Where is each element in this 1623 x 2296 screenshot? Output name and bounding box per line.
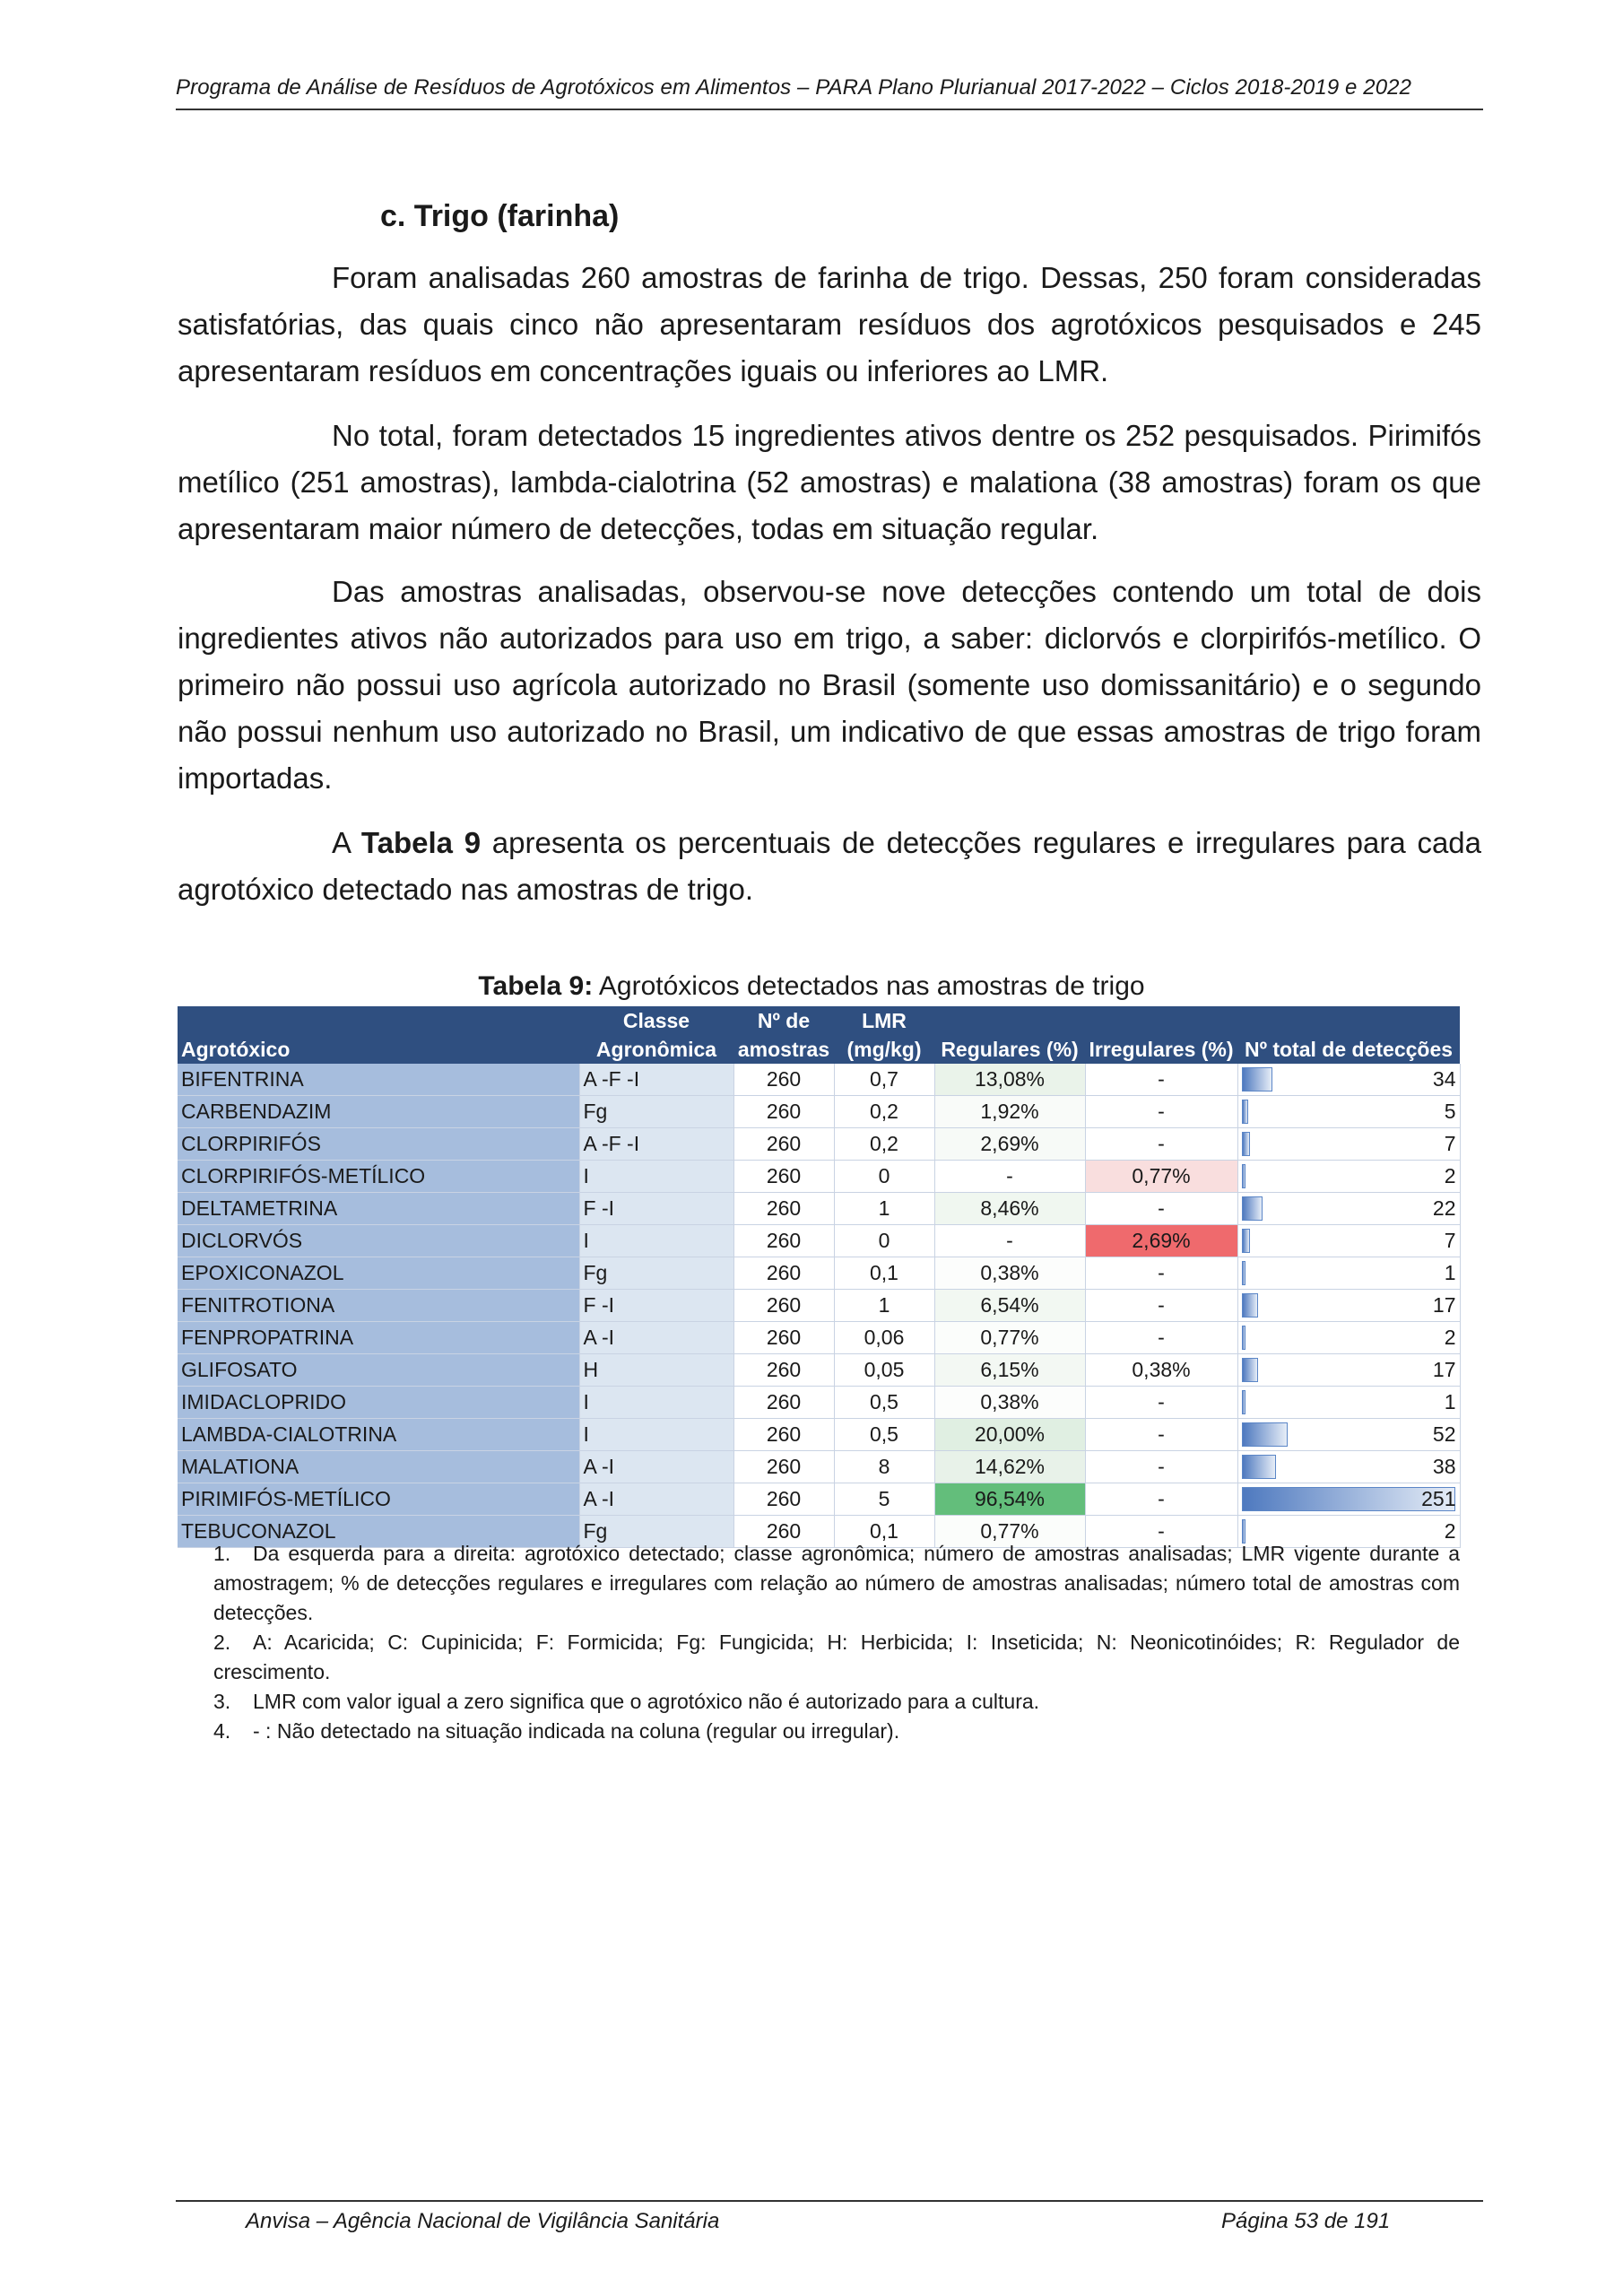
cell-regulares: 0,77%: [934, 1516, 1085, 1548]
table-caption-text: Agrotóxicos detectados nas amostras de trigo: [593, 971, 1145, 1001]
section-title: c. Trigo (farinha): [380, 199, 620, 233]
note-text: Da esquerda para a direita: agrotóxico detectado; classe agronômica; número de amostras analisadas; LMR vigente durante a amostragem; % de detecções regulares e irregulares com relação ao número de amostras analisadas; número total de amostras com detecções.: [213, 1542, 1460, 1624]
detection-data-bar: [1242, 1326, 1245, 1350]
paragraph-2-text: No total, foram detectados 15 ingredientes ativos dentre os 252 pesquisados. Pirimifós metílico (251 amostras), lambda-cialotrina (52 amostras) e malationa (38 amostras) foram os que apresentaram maior número de detecções, todas em situação regular.: [178, 419, 1481, 545]
note-number: 3.: [213, 1690, 231, 1713]
cell-lmr: 0,2: [834, 1096, 934, 1128]
note-text: LMR com valor igual a zero significa que o agrotóxico não é autorizado para a cultura.: [253, 1690, 1040, 1713]
cell-classe: F -I: [579, 1193, 733, 1225]
cell-amostras: 260: [733, 1516, 834, 1548]
cell-agrotoxico: IMIDACLOPRIDO: [178, 1387, 579, 1419]
detection-data-bar: [1242, 1422, 1288, 1447]
cell-agrotoxico: DICLORVÓS: [178, 1225, 579, 1257]
header-total: Nº total de detecções: [1237, 1006, 1460, 1064]
cell-agrotoxico: LAMBDA-CIALOTRINA: [178, 1419, 579, 1451]
cell-amostras: 260: [733, 1161, 834, 1193]
cell-agrotoxico: TEBUCONAZOL: [178, 1516, 579, 1548]
cell-classe: A -I: [579, 1322, 733, 1354]
table-row: [178, 1387, 1460, 1419]
cell-lmr: 0,5: [834, 1419, 934, 1451]
cell-classe: I: [579, 1161, 733, 1193]
cell-total: [1237, 1257, 1460, 1290]
cell-regulares: 6,15%: [934, 1354, 1085, 1387]
cell-amostras: 260: [733, 1419, 834, 1451]
cell-irregulares: -: [1085, 1096, 1237, 1128]
cell-irregulares: -: [1085, 1128, 1237, 1161]
note-number: 2.: [213, 1631, 231, 1654]
cell-classe: I: [579, 1387, 733, 1419]
note-number: 4.: [213, 1719, 231, 1743]
cell-lmr: 1: [834, 1290, 934, 1322]
cell-lmr: 1: [834, 1193, 934, 1225]
cell-amostras: 260: [733, 1451, 834, 1483]
cell-regulares: 96,54%: [934, 1483, 1085, 1516]
cell-amostras: 260: [733, 1096, 834, 1128]
cell-classe: Fg: [579, 1096, 733, 1128]
total-value: 7: [1444, 1229, 1456, 1252]
cell-regulares: -: [934, 1225, 1085, 1257]
total-value: 1: [1444, 1390, 1456, 1413]
cell-amostras: 260: [733, 1064, 834, 1096]
cell-total: [1237, 1161, 1460, 1193]
detection-data-bar: [1242, 1196, 1263, 1221]
page-header: Programa de Análise de Resíduos de Agrotóxicos em Alimentos – PARA Plano Plurianual 2017-2022 – Ciclos 2018-2019 e 2022: [176, 75, 1412, 100]
table-header-row: [178, 1006, 1460, 1064]
detection-data-bar: [1242, 1229, 1250, 1253]
table-row: [178, 1290, 1460, 1322]
cell-agrotoxico: CLORPIRIFÓS-METÍLICO: [178, 1161, 579, 1193]
total-value: 1: [1444, 1261, 1456, 1284]
paragraph-3-text: Das amostras analisadas, observou-se nove detecções contendo um total de dois ingredientes ativos não autorizados para uso em trigo, a saber: diclorvós e clorpirifós-metílico. O primeiro não possui uso agrícola autorizado no Brasil (somente uso domissanitário) e o segundo não possui nenhum uso autorizado no Brasil, um indicativo de que essas amostras de trigo foram importadas.: [178, 575, 1481, 795]
cell-classe: F -I: [579, 1290, 733, 1322]
cell-total: [1237, 1419, 1460, 1451]
cell-lmr: 0,7: [834, 1064, 934, 1096]
detection-data-bar: [1242, 1358, 1258, 1382]
table-body: [178, 1064, 1460, 1548]
cell-classe: A -I: [579, 1451, 733, 1483]
header-amostras: Nº de amostras: [733, 1006, 834, 1064]
cell-irregulares: -: [1085, 1257, 1237, 1290]
total-value: 22: [1432, 1196, 1456, 1220]
cell-classe: H: [579, 1354, 733, 1387]
total-value: 2: [1444, 1164, 1456, 1187]
cell-regulares: 8,46%: [934, 1193, 1085, 1225]
cell-classe: I: [579, 1419, 733, 1451]
cell-agrotoxico: PIRIMIFÓS-METÍLICO: [178, 1483, 579, 1516]
cell-total: [1237, 1096, 1460, 1128]
table-caption: [0, 971, 1623, 1002]
total-value: 52: [1432, 1422, 1456, 1446]
total-value: 2: [1444, 1519, 1456, 1543]
cell-regulares: 13,08%: [934, 1064, 1085, 1096]
detection-data-bar: [1242, 1164, 1245, 1188]
cell-agrotoxico: GLIFOSATO: [178, 1354, 579, 1387]
paragraph-1-text: Foram analisadas 260 amostras de farinha de trigo. Dessas, 250 foram consideradas satisfatórias, das quais cinco não apresentaram resíduos dos agrotóxicos pesquisados e 245 apresentaram resíduos em concentrações iguais ou inferiores ao LMR.: [178, 261, 1481, 387]
cell-irregulares: -: [1085, 1516, 1237, 1548]
table-row: [178, 1064, 1460, 1096]
total-value: 2: [1444, 1326, 1456, 1349]
cell-classe: A -I: [579, 1483, 733, 1516]
cell-regulares: 1,92%: [934, 1096, 1085, 1128]
note-number: 1.: [213, 1542, 231, 1565]
cell-regulares: 6,54%: [934, 1290, 1085, 1322]
cell-agrotoxico: EPOXICONAZOL: [178, 1257, 579, 1290]
cell-classe: I: [579, 1225, 733, 1257]
table-row: [178, 1419, 1460, 1451]
cell-irregulares: -: [1085, 1451, 1237, 1483]
total-value: 34: [1432, 1067, 1456, 1091]
detection-data-bar: [1242, 1390, 1245, 1414]
table-row: [178, 1128, 1460, 1161]
cell-total: [1237, 1451, 1460, 1483]
note-item: [213, 1628, 1460, 1687]
table-notes: [213, 1539, 1460, 1746]
total-value: 251: [1421, 1487, 1456, 1510]
cell-amostras: 260: [733, 1387, 834, 1419]
table-row: [178, 1483, 1460, 1516]
paragraph-4: [178, 820, 1481, 913]
table-caption-label: Tabela 9:: [478, 971, 594, 1001]
cell-regulares: 20,00%: [934, 1419, 1085, 1451]
cell-irregulares: -: [1085, 1193, 1237, 1225]
cell-agrotoxico: CARBENDAZIM: [178, 1096, 579, 1128]
cell-irregulares: -: [1085, 1419, 1237, 1451]
cell-total: [1237, 1354, 1460, 1387]
cell-amostras: 260: [733, 1128, 834, 1161]
cell-classe: A -F -I: [579, 1064, 733, 1096]
table-row: [178, 1193, 1460, 1225]
pesticide-table: [178, 1006, 1461, 1548]
header-agrotoxico: Agrotóxico: [178, 1006, 579, 1064]
cell-classe: Fg: [579, 1516, 733, 1548]
cell-irregulares: -: [1085, 1322, 1237, 1354]
note-text: - : Não detectado na situação indicada na coluna (regular ou irregular).: [253, 1719, 900, 1743]
cell-lmr: 0: [834, 1161, 934, 1193]
note-item: [213, 1539, 1460, 1628]
cell-total: [1237, 1483, 1460, 1516]
cell-irregulares: 2,69%: [1085, 1225, 1237, 1257]
cell-regulares: -: [934, 1161, 1085, 1193]
cell-total: [1237, 1290, 1460, 1322]
cell-regulares: 0,38%: [934, 1257, 1085, 1290]
cell-amostras: 260: [733, 1290, 834, 1322]
cell-total: [1237, 1322, 1460, 1354]
header-divider: [176, 109, 1483, 110]
cell-lmr: 5: [834, 1483, 934, 1516]
cell-total: [1237, 1128, 1460, 1161]
detection-data-bar: [1242, 1293, 1258, 1318]
cell-irregulares: -: [1085, 1483, 1237, 1516]
table-row: [178, 1322, 1460, 1354]
cell-irregulares: 0,77%: [1085, 1161, 1237, 1193]
cell-amostras: 260: [733, 1257, 834, 1290]
header-regulares: Regulares (%): [934, 1006, 1085, 1064]
cell-lmr: 0,05: [834, 1354, 934, 1387]
cell-lmr: 0,5: [834, 1387, 934, 1419]
cell-regulares: 14,62%: [934, 1451, 1085, 1483]
cell-lmr: 0,06: [834, 1322, 934, 1354]
cell-agrotoxico: DELTAMETRINA: [178, 1193, 579, 1225]
cell-total: [1237, 1387, 1460, 1419]
table-reference: Tabela 9: [360, 826, 482, 859]
cell-total: [1237, 1225, 1460, 1257]
total-value: 38: [1432, 1455, 1456, 1478]
note-item: [213, 1717, 1460, 1746]
cell-agrotoxico: BIFENTRINA: [178, 1064, 579, 1096]
table-row: [178, 1161, 1460, 1193]
cell-agrotoxico: FENPROPATRINA: [178, 1322, 579, 1354]
cell-classe: A -F -I: [579, 1128, 733, 1161]
total-value: 5: [1444, 1100, 1456, 1123]
cell-amostras: 260: [733, 1322, 834, 1354]
cell-amostras: 260: [733, 1193, 834, 1225]
cell-irregulares: -: [1085, 1064, 1237, 1096]
cell-total: [1237, 1193, 1460, 1225]
cell-regulares: 2,69%: [934, 1128, 1085, 1161]
cell-lmr: 8: [834, 1451, 934, 1483]
cell-amostras: 260: [733, 1483, 834, 1516]
cell-regulares: 0,77%: [934, 1322, 1085, 1354]
paragraph-2: [178, 413, 1481, 552]
detection-data-bar: [1242, 1100, 1248, 1124]
table-row: [178, 1096, 1460, 1128]
paragraph-3: [178, 569, 1481, 802]
total-value: 17: [1432, 1358, 1456, 1381]
paragraph-4-post: apresenta os percentuais de detecções regulares e irregulares para cada agrotóxico detectado nas amostras de trigo.: [178, 826, 1481, 906]
header-irregulares: Irregulares (%): [1085, 1006, 1237, 1064]
detection-data-bar: [1242, 1132, 1250, 1156]
note-text: A: Acaricida; C: Cupinicida; F: Formicida; Fg: Fungicida; H: Herbicida; I: Inseticida; N: Neonicotinóides; R: Regulador de crescimento.: [213, 1631, 1460, 1683]
cell-agrotoxico: CLORPIRIFÓS: [178, 1128, 579, 1161]
detection-data-bar: [1242, 1455, 1276, 1479]
note-item: [213, 1687, 1460, 1717]
paragraph-1: [178, 255, 1481, 395]
cell-regulares: 0,38%: [934, 1387, 1085, 1419]
cell-lmr: 0,1: [834, 1516, 934, 1548]
cell-classe: Fg: [579, 1257, 733, 1290]
detection-data-bar: [1242, 1067, 1272, 1091]
cell-amostras: 260: [733, 1225, 834, 1257]
cell-lmr: 0: [834, 1225, 934, 1257]
footer-agency: Anvisa – Agência Nacional de Vigilância Sanitária: [246, 2209, 720, 2233]
cell-lmr: 0,1: [834, 1257, 934, 1290]
cell-irregulares: 0,38%: [1085, 1354, 1237, 1387]
table-row: [178, 1257, 1460, 1290]
cell-amostras: 260: [733, 1354, 834, 1387]
cell-lmr: 0,2: [834, 1128, 934, 1161]
total-value: 7: [1444, 1132, 1456, 1155]
paragraph-4-pre: A: [332, 826, 361, 859]
cell-agrotoxico: MALATIONA: [178, 1451, 579, 1483]
cell-irregulares: -: [1085, 1290, 1237, 1322]
cell-irregulares: -: [1085, 1387, 1237, 1419]
footer-divider: [176, 2200, 1483, 2202]
header-lmr: LMR (mg/kg): [834, 1006, 934, 1064]
table-row: [178, 1451, 1460, 1483]
footer-page-number: Página 53 de 191: [1221, 2209, 1391, 2233]
table-row: [178, 1225, 1460, 1257]
table-row: [178, 1354, 1460, 1387]
cell-agrotoxico: FENITROTIONA: [178, 1290, 579, 1322]
total-value: 17: [1432, 1293, 1456, 1317]
header-classe: Classe Agronômica: [579, 1006, 733, 1064]
detection-data-bar: [1242, 1261, 1245, 1285]
cell-total: [1237, 1064, 1460, 1096]
